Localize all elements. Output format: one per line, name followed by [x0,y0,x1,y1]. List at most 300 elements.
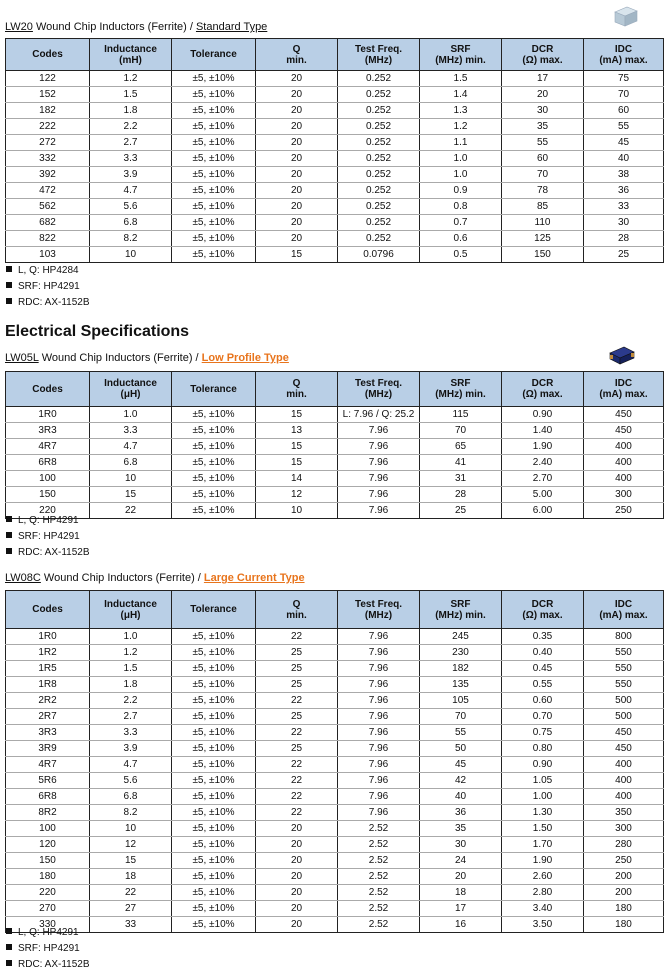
column-header [420,591,502,629]
table-cell: 152 [6,87,90,103]
table-cell: 40 [584,151,664,167]
table-row [6,661,664,677]
page-title: Electrical Specifications [5,323,190,340]
table-row [6,199,664,215]
table-cell: 6.00 [502,503,584,519]
table-cell: 22 [256,805,338,821]
table-cell: 7.96 [338,471,420,487]
table-cell: 2.80 [502,885,584,901]
column-header [6,372,90,407]
table-cell: 182 [6,103,90,119]
table-cell: 25 [256,677,338,693]
table-cell: ±5, ±10% [172,789,256,805]
table-cell: 0.8 [420,199,502,215]
table-cell: 270 [6,901,90,917]
table-cell: 245 [420,629,502,645]
table-cell: 70 [420,423,502,439]
table-cell: 0.60 [502,693,584,709]
table-cell: 20 [256,837,338,853]
column-header-text: min. [286,389,307,400]
column-header [584,372,664,407]
table-cell: 200 [584,869,664,885]
table-cell: 5.00 [502,487,584,503]
column-header-text: SRF [450,378,471,389]
table-cell: 6.8 [90,789,172,805]
table-row [6,901,664,917]
note-text: SRF: HP4291 [18,281,80,292]
table-cell: 35 [502,119,584,135]
table-cell: 41 [420,455,502,471]
note-text: RDC: AX-1152B [18,297,90,308]
table-cell: 4R7 [6,757,90,773]
table-cell: 400 [584,471,664,487]
column-header-text: (MHz) min. [435,609,486,621]
series-type: Standard Type [195,21,268,33]
table-cell: 150 [502,247,584,263]
table-cell: 3R9 [6,741,90,757]
table-cell: 135 [420,677,502,693]
note-item [6,529,90,545]
table-cell: 450 [584,407,664,423]
table-cell: 22 [256,757,338,773]
column-header-text: (μH) [120,389,141,400]
table-cell: 78 [502,183,584,199]
table-cell: 330 [6,917,90,933]
table-cell: 332 [6,151,90,167]
column-header [256,372,338,407]
table-cell: 180 [6,869,90,885]
table-cell: 1R8 [6,677,90,693]
table-cell: 0.6 [420,231,502,247]
table-cell: 180 [584,917,664,933]
note-text: L, Q: HP4291 [18,515,79,526]
series-desc: Wound Chip Inductors (Ferrite) / [32,21,196,33]
table-cell: 2.52 [338,869,420,885]
table-row [6,677,664,693]
note-text: RDC: AX-1152B [18,547,90,558]
table-row [6,725,664,741]
note-item [6,295,90,311]
column-header [172,591,256,629]
table-cell: 1.05 [502,773,584,789]
column-header [584,39,664,71]
column-header-text: Codes [32,49,63,60]
column-header [90,372,172,407]
table-cell: ±5, ±10% [172,901,256,917]
table-cell: 0.252 [338,103,420,119]
table-row [6,773,664,789]
table-cell: 562 [6,199,90,215]
table-cell: 1.40 [502,423,584,439]
table-cell: ±5, ±10% [172,199,256,215]
column-header [502,372,584,407]
column-header-text: (MHz) [364,609,393,621]
table-cell: 6R8 [6,455,90,471]
table-cell: 10 [90,471,172,487]
table-cell: 36 [420,805,502,821]
table-row [6,71,664,87]
table-cell: 222 [6,119,90,135]
table-cell: 1.2 [90,645,172,661]
series-name: LW08C [5,572,41,584]
table-cell: 25 [256,741,338,757]
table-cell: 60 [584,103,664,119]
table-cell: 1.0 [420,151,502,167]
column-header [338,39,420,71]
lw05l-body [6,407,664,519]
column-header-text: IDC [614,598,633,610]
table-cell: ±5, ±10% [172,709,256,725]
table-row [6,423,664,439]
note-text: L, Q: HP4284 [18,265,79,276]
column-header-text: (MHz) min. [435,389,486,400]
note-item [6,263,90,279]
table-row [6,119,664,135]
table-cell: 125 [502,231,584,247]
table-cell: ±5, ±10% [172,439,256,455]
table-cell: 18 [90,869,172,885]
table-row [6,645,664,661]
table-cell: ±5, ±10% [172,677,256,693]
table-cell: 220 [6,503,90,519]
table-cell: 7.96 [338,423,420,439]
table-cell: 2.52 [338,885,420,901]
table-cell: 15 [256,247,338,263]
table-cell: ±5, ±10% [172,741,256,757]
table-cell: 150 [6,853,90,869]
table-cell: 55 [584,119,664,135]
column-header-text: (Ω) max. [522,609,563,621]
table-cell: 20 [256,87,338,103]
table-cell: 7.96 [338,487,420,503]
table-cell: 1R2 [6,645,90,661]
table-cell: 115 [420,407,502,423]
table-cell: 550 [584,677,664,693]
table-cell: ±5, ±10% [172,773,256,789]
lw20-notes [6,263,90,311]
table-cell: 3R3 [6,725,90,741]
table-row [6,215,664,231]
table-cell: 3.40 [502,901,584,917]
column-header-text: Inductance [104,598,157,610]
table-cell: 16 [420,917,502,933]
column-header-text: Inductance [104,378,157,389]
table-cell: 4.7 [90,183,172,199]
table-cell: 682 [6,215,90,231]
table-cell: 7.96 [338,503,420,519]
table-cell: 1.5 [90,87,172,103]
column-header [90,39,172,71]
column-header-text: Inductance [104,43,157,55]
table-cell: 0.252 [338,199,420,215]
table-cell: 1.5 [420,71,502,87]
column-header-text: Codes [32,604,63,615]
table-row [6,167,664,183]
table-cell: 1.2 [90,71,172,87]
table-row [6,231,664,247]
table-cell: 6.8 [90,215,172,231]
series-desc: Wound Chip Inductors (Ferrite) / [38,352,202,364]
table-cell: 22 [256,693,338,709]
column-header-text: (MHz) [364,389,393,400]
table-cell: 280 [584,837,664,853]
column-header-text: Test Freq. [354,378,403,389]
table-cell: 1.0 [420,167,502,183]
table-cell: 0.55 [502,677,584,693]
table-cell: 7.96 [338,455,420,471]
table-cell: 122 [6,71,90,87]
table-cell: 3.9 [90,167,172,183]
table-cell: 400 [584,439,664,455]
table-row [6,183,664,199]
table-row [6,789,664,805]
table-cell: 5.6 [90,773,172,789]
column-header-text: (MHz) min. [435,54,486,66]
lw20-table [5,38,664,263]
table-cell: 2.52 [338,853,420,869]
table-cell: 15 [256,455,338,471]
table-cell: 20 [256,821,338,837]
table-row [6,837,664,853]
table-cell: 15 [256,439,338,455]
table-cell: 38 [584,167,664,183]
column-header-text: Q [292,43,301,55]
lw08c-body [6,629,664,933]
table-cell: 7.96 [338,693,420,709]
table-cell: 0.80 [502,741,584,757]
table-cell: 180 [584,901,664,917]
table-cell: 7.96 [338,439,420,455]
table-cell: 2.52 [338,901,420,917]
series-name: LW20 [5,21,33,33]
table-row [6,757,664,773]
table-cell: ±5, ±10% [172,837,256,853]
note-text: SRF: HP4291 [18,943,80,954]
column-header-text: (mH) [119,54,142,66]
table-cell: 55 [420,725,502,741]
table-cell: 10 [256,503,338,519]
table-cell: 550 [584,661,664,677]
table-cell: 7.96 [338,741,420,757]
table-cell: 1.8 [90,677,172,693]
table-cell: 0.252 [338,87,420,103]
table-cell: 15 [90,853,172,869]
table-cell: 182 [420,661,502,677]
note-item [6,957,90,973]
table-cell: ±5, ±10% [172,135,256,151]
table-cell: 3.3 [90,423,172,439]
table-cell: 75 [584,71,664,87]
table-cell: 4R7 [6,439,90,455]
table-cell: 4.7 [90,439,172,455]
table-cell: 4.7 [90,757,172,773]
table-cell: 30 [584,215,664,231]
table-cell: 17 [502,71,584,87]
square-bullet-icon [6,960,12,966]
table-cell: 500 [584,693,664,709]
table-row [6,135,664,151]
table-row [6,853,664,869]
table-cell: 1.5 [90,661,172,677]
table-row [6,709,664,725]
lw20-body [6,71,664,263]
table-cell: 0.0796 [338,247,420,263]
note-text: SRF: HP4291 [18,531,80,542]
table-cell: 25 [256,661,338,677]
table-cell: 0.252 [338,151,420,167]
table-cell: 5.6 [90,199,172,215]
table-cell: 10 [90,821,172,837]
table-cell: 20 [256,151,338,167]
table-cell: 40 [420,789,502,805]
column-header-text: (Ω) max. [522,54,563,66]
table-cell: 22 [90,885,172,901]
column-header-text: (mA) max. [599,389,648,400]
square-bullet-icon [6,282,12,288]
table-cell: 70 [502,167,584,183]
table-cell: 15 [256,407,338,423]
table-cell: 36 [584,183,664,199]
table-row [6,407,664,423]
table-cell: 1.1 [420,135,502,151]
table-cell: 0.252 [338,231,420,247]
table-cell: 0.252 [338,167,420,183]
column-header [502,591,584,629]
table-cell: 3.50 [502,917,584,933]
table-cell: 0.5 [420,247,502,263]
table-cell: 7.96 [338,661,420,677]
table-cell: 3.3 [90,725,172,741]
table-cell: 1.50 [502,821,584,837]
column-header-text: DCR [531,43,554,55]
lw08c-title [5,572,305,584]
column-header [502,39,584,71]
table-cell: ±5, ±10% [172,645,256,661]
table-row [6,103,664,119]
table-cell: 20 [256,917,338,933]
table-cell: 0.252 [338,215,420,231]
table-cell: ±5, ±10% [172,693,256,709]
table-cell: 50 [420,741,502,757]
table-cell: ±5, ±10% [172,119,256,135]
table-cell: 30 [420,837,502,853]
column-header-text: (Ω) max. [522,389,563,400]
lw20-title [5,21,267,33]
table-cell: 20 [420,869,502,885]
table-cell: 5R6 [6,773,90,789]
table-cell: 42 [420,773,502,789]
table-row [6,503,664,519]
table-cell: 6.8 [90,455,172,471]
table-cell: 20 [256,885,338,901]
table-cell: 55 [502,135,584,151]
square-bullet-icon [6,548,12,554]
table-cell: ±5, ±10% [172,629,256,645]
table-cell: ±5, ±10% [172,757,256,773]
table-cell: 2.52 [338,821,420,837]
table-cell: 250 [584,503,664,519]
column-header-text: (μH) [120,609,141,621]
column-header [338,372,420,407]
column-header-text: Test Freq. [354,598,403,610]
table-cell: 20 [256,183,338,199]
table-cell: 22 [90,503,172,519]
table-cell: 18 [420,885,502,901]
table-cell: 27 [90,901,172,917]
square-bullet-icon [6,298,12,304]
table-cell: 20 [256,71,338,87]
table-cell: 7.96 [338,805,420,821]
table-cell: 35 [420,821,502,837]
lw05l-table [5,371,664,519]
table-cell: 200 [584,885,664,901]
table-cell: 20 [256,231,338,247]
table-cell: 24 [420,853,502,869]
table-cell: 30 [502,103,584,119]
table-cell: 1.8 [90,103,172,119]
series-desc: Wound Chip Inductors (Ferrite) / [40,572,204,584]
table-cell: 45 [420,757,502,773]
table-cell: ±5, ±10% [172,151,256,167]
column-header [6,39,90,71]
table-cell: 0.90 [502,757,584,773]
table-cell: ±5, ±10% [172,885,256,901]
table-cell: 1.90 [502,439,584,455]
table-cell: 2.52 [338,917,420,933]
table-cell: 2.52 [338,837,420,853]
table-cell: 28 [584,231,664,247]
table-cell: 1.0 [90,407,172,423]
table-cell: 31 [420,471,502,487]
table-cell: 28 [420,487,502,503]
table-cell: 65 [420,439,502,455]
table-cell: 25 [256,645,338,661]
column-header-text: Q [292,378,301,389]
table-cell: 1.0 [90,629,172,645]
table-cell: 13 [256,423,338,439]
table-cell: 0.45 [502,661,584,677]
table-cell: ±5, ±10% [172,821,256,837]
chip-inductor-image [613,6,639,28]
table-cell: 1.30 [502,805,584,821]
column-header-text: SRF [450,598,471,610]
table-cell: 100 [6,471,90,487]
note-text: RDC: AX-1152B [18,959,90,970]
table-cell: 0.75 [502,725,584,741]
table-cell: ±5, ±10% [172,471,256,487]
table-cell: 0.9 [420,183,502,199]
table-row [6,693,664,709]
table-cell: 1.90 [502,853,584,869]
table-row [6,805,664,821]
table-cell: 350 [584,805,664,821]
table-cell: 7.96 [338,709,420,725]
table-cell: 400 [584,455,664,471]
table-cell: 2.60 [502,869,584,885]
lw08c-header-row [6,591,664,629]
table-row [6,917,664,933]
table-cell: 1.70 [502,837,584,853]
table-cell: 0.7 [420,215,502,231]
table-cell: 10 [90,247,172,263]
table-cell: 472 [6,183,90,199]
table-cell: 22 [256,629,338,645]
table-cell: 20 [256,119,338,135]
table-cell: 20 [502,87,584,103]
table-cell: 12 [90,837,172,853]
column-header [420,39,502,71]
series-type: Low Profile Type [201,352,289,364]
